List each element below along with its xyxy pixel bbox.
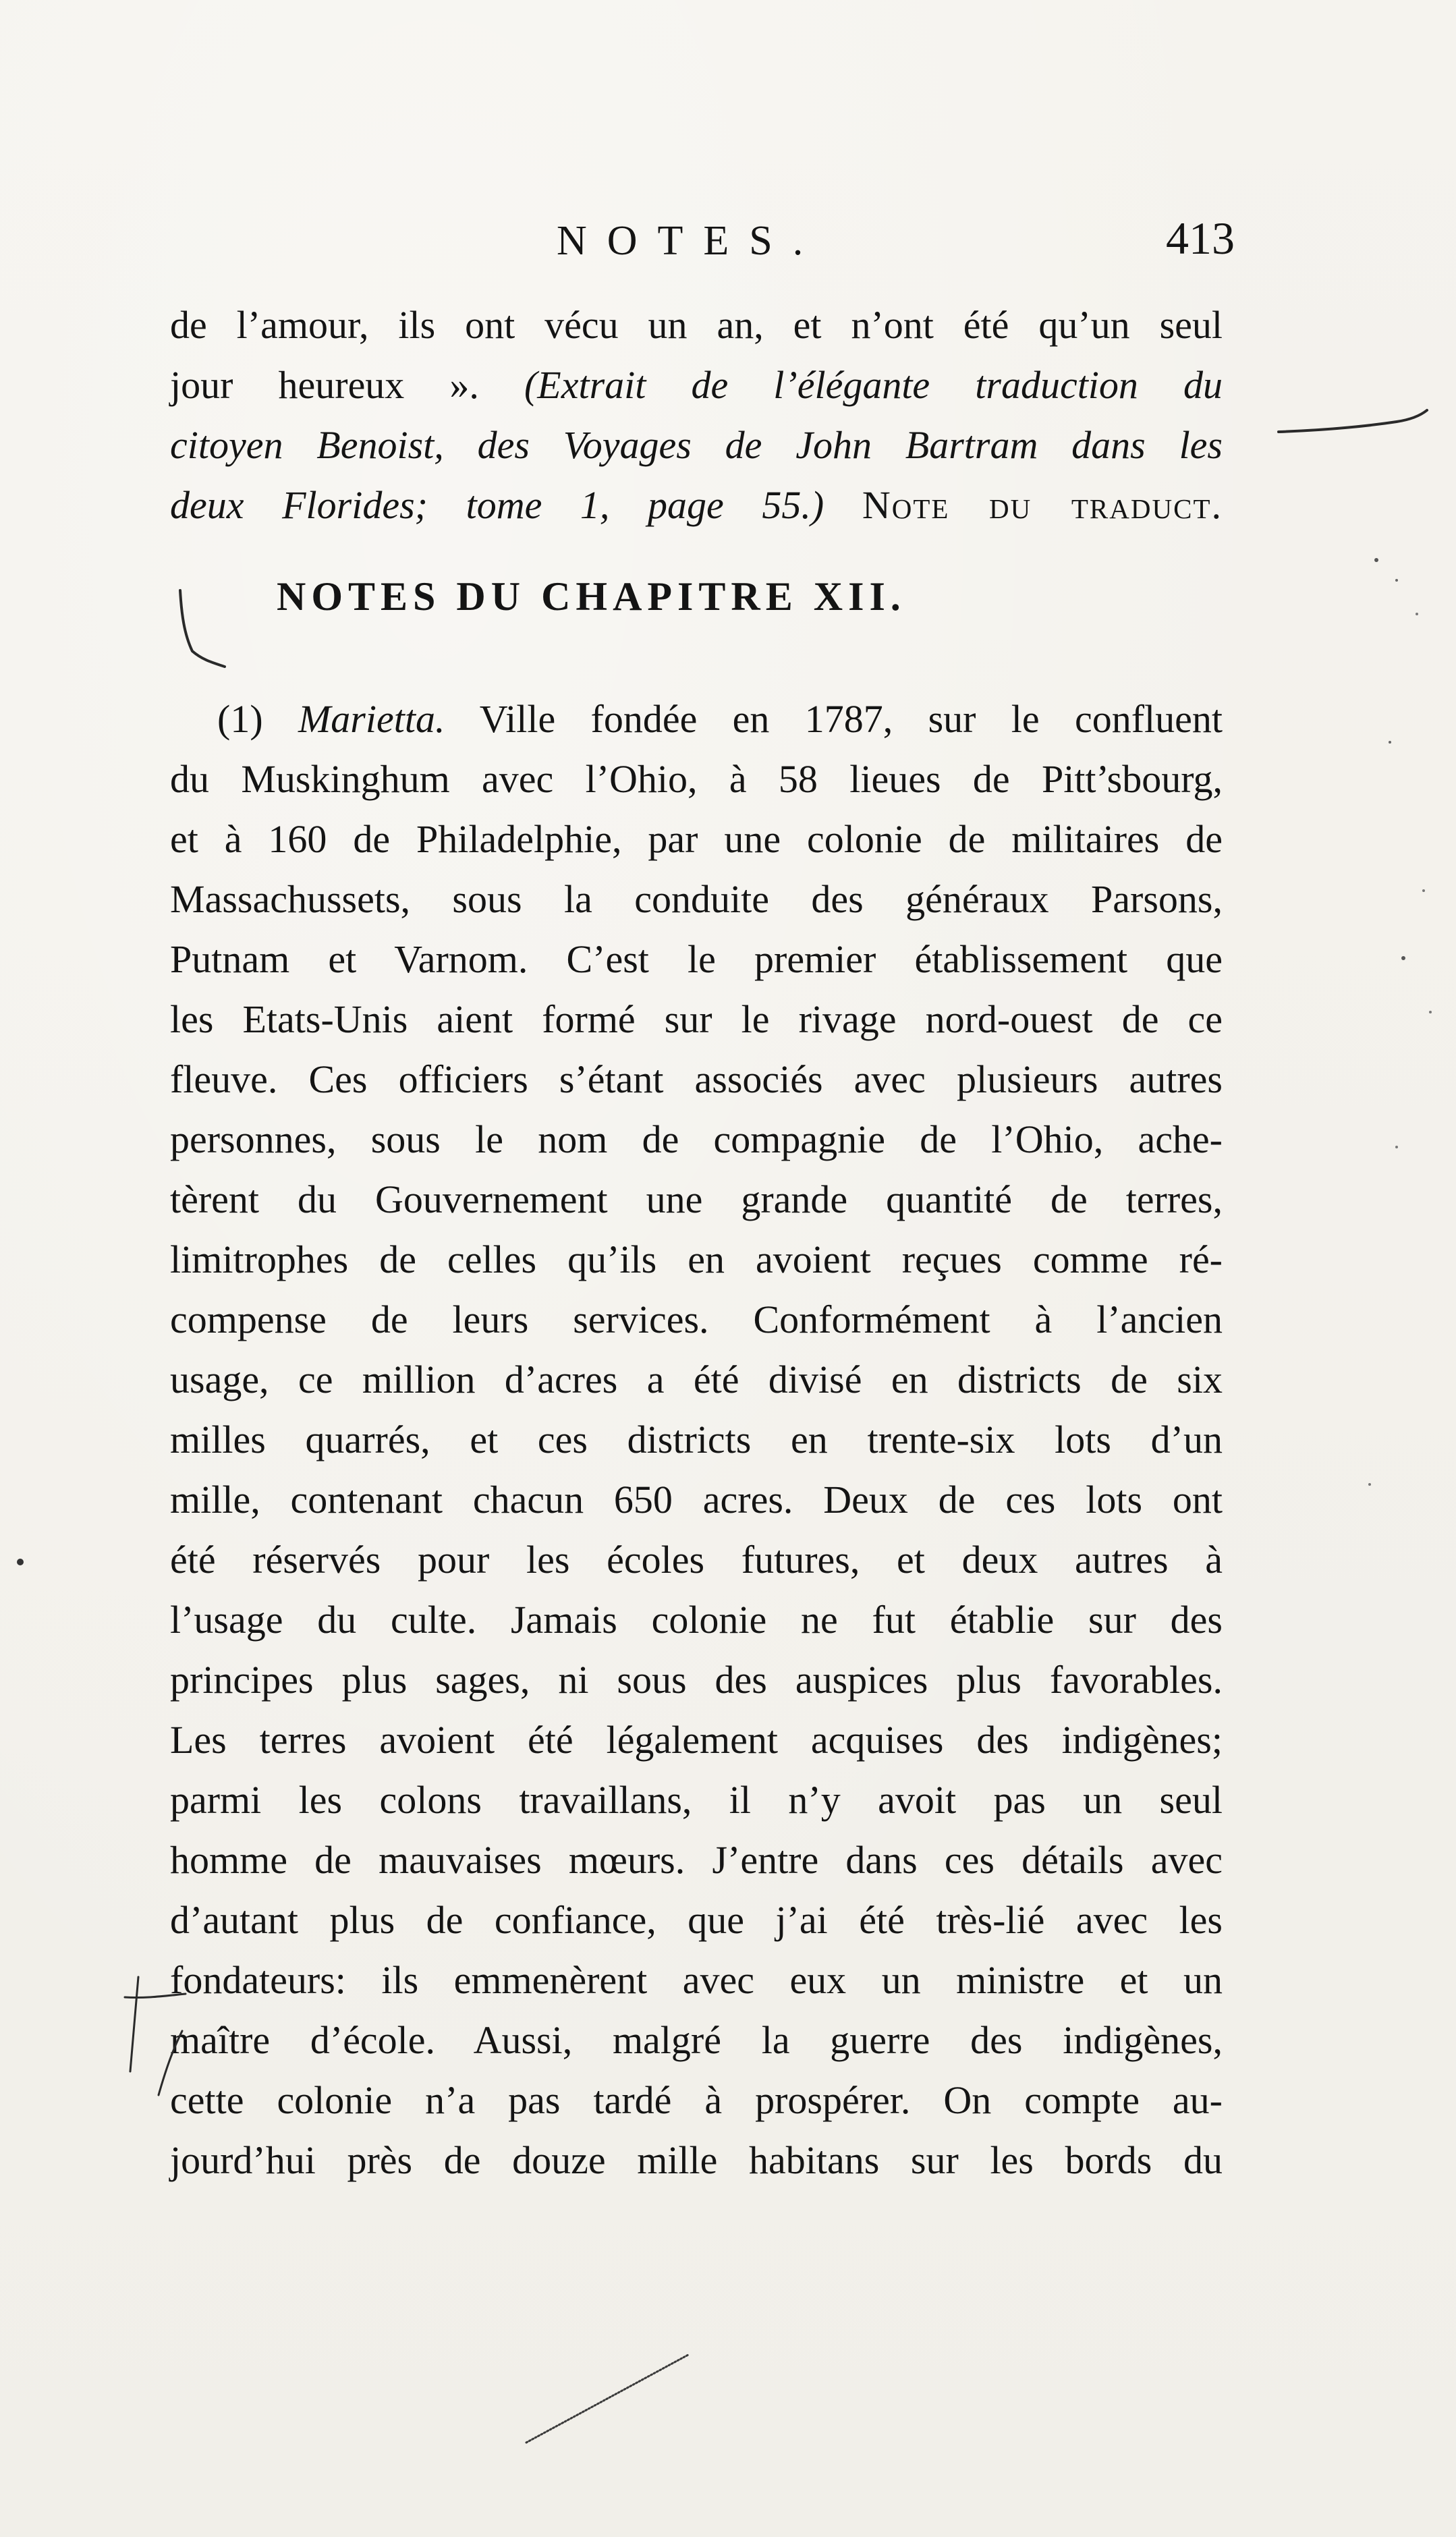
citation-fragment: (Extrait de l’élégante traduction du — [524, 363, 1223, 407]
citation-fragment: deux Florides; tome 1, page 55.) — [170, 483, 824, 527]
running-title: NOTES. — [557, 218, 824, 264]
note-line: les Etats-Unis aient formé sur le rivage nord-ouest de ce — [170, 997, 1223, 1041]
note-line: limitrophes de celles qu’ils en avoient reçues comme ré- — [170, 1237, 1223, 1281]
chapter-heading: NOTES DU CHAPITRE XII. — [277, 574, 906, 619]
citation-line — [170, 416, 1223, 475]
note-line: Putnam et Varnom. C’est le premier établissement que — [170, 937, 1223, 981]
note-line: principes plus sages, ni sous des auspices plus favorables. — [170, 1658, 1223, 1702]
margin-speckles — [1349, 540, 1451, 1619]
running-head — [169, 213, 1235, 271]
note-line: et à 160 de Philadelphie, par une colonie de militaires de — [170, 817, 1223, 861]
left-speck — [10, 1552, 30, 1572]
note-line: milles quarrés, et ces districts en trente-six lots d’un — [170, 1418, 1223, 1461]
note-line: Les terres avoient été légalement acquises des indigènes; — [170, 1718, 1223, 1762]
note-line: d’autant plus de confiance, que j’ai été très-lié avec les — [170, 1898, 1223, 1942]
translator-note: Note du traduct. — [862, 483, 1223, 527]
note-line: fleuve. Ces officiers s’étant associés avec plusieurs autres — [170, 1057, 1223, 1101]
note-line: du Muskinghum avec l’Ohio, à 58 lieues de Pitt’sbourg, — [170, 757, 1223, 801]
note-line: tèrent du Gouvernement une grande quantité de terres, — [170, 1177, 1223, 1221]
note-line: compense de leurs services. Conformément à l’ancien — [170, 1298, 1223, 1341]
margin-check-mark — [172, 587, 233, 668]
text-line-with-citation — [170, 356, 1223, 415]
note-first-line — [217, 690, 1223, 749]
note-line: maître d’école. Aussi, malgré la guerre des indigènes, — [170, 2018, 1223, 2062]
note-text: Ville fondée en 1787, sur le confluent — [445, 697, 1223, 741]
note-number: (1) — [217, 697, 263, 741]
note-line: Massachussets, sous la conduite des généraux Parsons, — [170, 877, 1223, 921]
page-number: 413 — [1166, 213, 1235, 264]
note-line: jourd’hui près de douze mille habitans sur les bords du — [170, 2138, 1223, 2182]
note-line: personnes, sous le nom de compagnie de l’Ohio, ache- — [170, 1117, 1223, 1161]
note-line: mille, contenant chacun 650 acres. Deux de ces lots ont — [170, 1478, 1223, 1522]
note-line: parmi les colons travaillans, il n’y avoit pas un seul — [170, 1778, 1223, 1822]
note-term: Marietta. — [298, 697, 445, 741]
margin-dash-mark — [1275, 405, 1430, 445]
note-line: usage, ce million d’acres a été divisé en districts de six — [170, 1358, 1223, 1401]
citation-line-end — [170, 476, 1223, 535]
note-line: fondateurs: ils emmenèrent avec eux un ministre et un — [170, 1958, 1223, 2002]
note-line: été réservés pour les écoles futures, et deux autres à — [170, 1538, 1223, 1582]
note-line: homme de mauvaises mœurs. J’entre dans ces détails avec — [170, 1838, 1223, 1882]
text-fragment: jour heureux ». — [170, 363, 524, 407]
citation-fragment: citoyen Benoist, des Voyages de John Bartram dans les — [170, 423, 1223, 467]
text-line: de l’amour, ils ont vécu un an, et n’ont été qu’un seul — [170, 303, 1223, 347]
bottom-stray-line — [520, 2348, 695, 2449]
note-line: cette colonie n’a pas tardé à prospérer. On compte au- — [170, 2078, 1223, 2122]
note-line: l’usage du culte. Jamais colonie ne fut établie sur des — [170, 1598, 1223, 1642]
